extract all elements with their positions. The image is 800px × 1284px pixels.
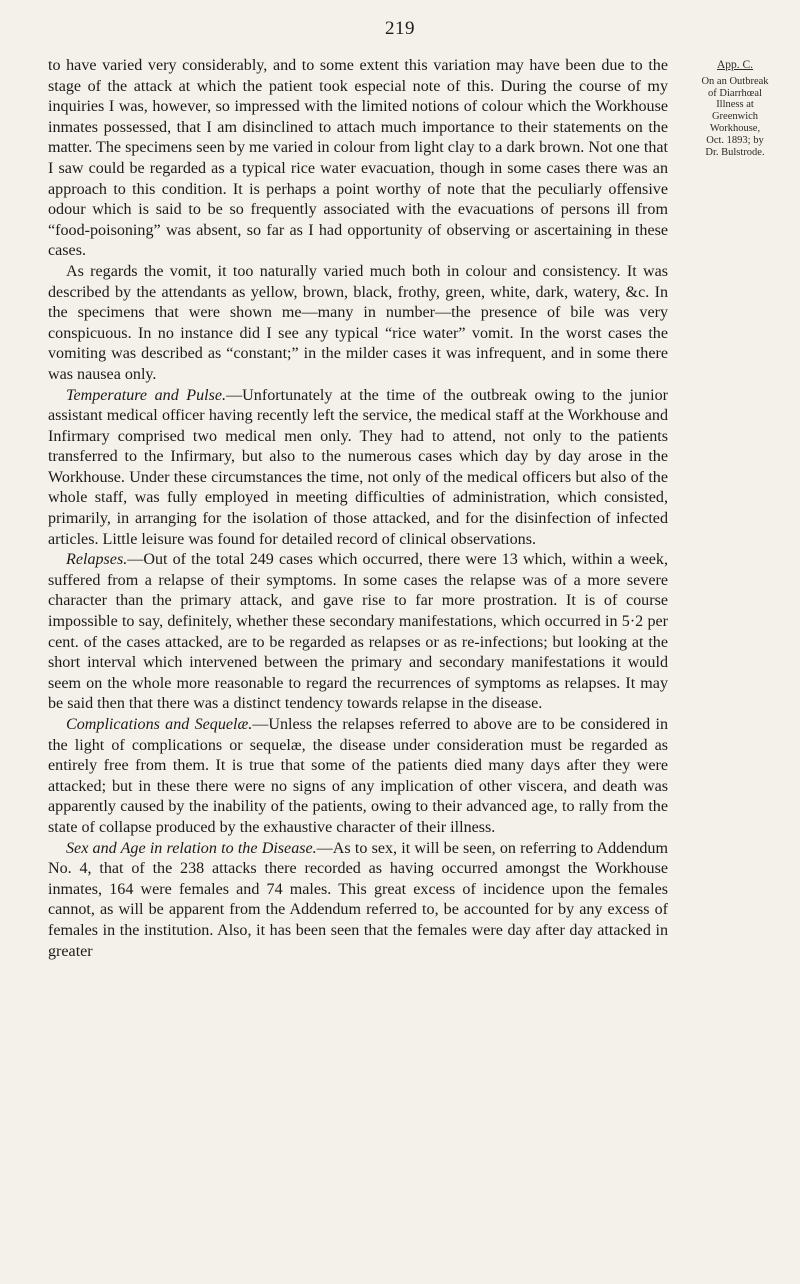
appendix-reference: App. C.	[716, 59, 754, 71]
section-heading: Temperature and Pulse.	[66, 386, 227, 404]
margin-note	[682, 60, 788, 158]
body-text	[48, 56, 668, 962]
paragraph-text: As regards the vomit, it too naturally varied much both in colour and consistency. It was described by the attendants as yellow, brown, black, frothy, green, white, dark, watery, &c. In the specimens that were shown me—many in number—the presence of bile was very conspicuous. In no instance did I see any typical “rice water” vomit. In the worst cases the vomiting was described as “constant;” in the milder cases it was infrequent, and in some there was nausea only.	[48, 262, 668, 383]
paragraph-text: —As to sex, it will be seen, on referring to Addendum No. 4, that of the 238 attacks there recorded as having occurred amongst the Workhouse inmates, 164 were females and 74 males. This great excess of incidence upon the females cannot, as will be apparent from the Addendum referred to, be accounted for by any excess of females in the institution. Also, it has been seen that the females were day after day attacked in greater	[48, 839, 669, 960]
margin-note-line: Dr. Bulstrode.	[705, 146, 765, 158]
paragraph	[48, 550, 668, 715]
paragraph-text: —Out of the total 249 cases which occurred, there were 13 which, within a week, suffered from a relapse of their symptoms. In some cases the relapse was of a more severe character than the primary attack, and gave rise to far more prostration. It is of course impossible to say, definitely, whether these secondary manifestations, which occurred in 5·2 per cent. of the cases attacked, are to be regarded as relapses or as re-infections; but looking at the short interval which intervened between the primary and secondary manifestations it would seem on the whole more reasonable to regard the recurrences of symptoms as relapses. It may be said then that there was a distinct tendency towards relapse in the disease.	[48, 551, 668, 713]
page-number: 219	[385, 18, 415, 39]
margin-note-line: Oct. 1893; by	[706, 134, 764, 146]
section-heading: Complications and Sequelæ.	[66, 716, 253, 733]
paragraph-text: —Unless the relapses referred to above are to be considered in the light of complications or sequelæ, the disease under consideration must be regarded as entirely free from them. It is true that some of the patients died many days after they were attacked; but in these there were no signs of any implication of other viscera, and death was apparently caused by the inability of the patients, owing to their advanced age, to rally from the state of collapse produced by the exhaustive character of their illness.	[48, 716, 668, 836]
paragraph	[48, 715, 668, 839]
paragraph	[48, 262, 668, 386]
margin-note-line: Illness at	[716, 99, 754, 111]
section-heading: Sex and Age in relation to the Disease.	[66, 839, 317, 857]
paragraph-text: to have varied very considerably, and to some extent this variation may have been due to the stage of the attack at which the patient took especial note of this. During the course of my inquiries I was, however, so impressed with the limited notions of colour which the Workhouse inmates possessed, that I am disinclined to attach much importance to their statements on the matter. The specimens seen by me varied in colour from light clay to a dark brown. Not one that I saw could be regarded as a typical rice water evacuation, though in some cases there was an approach to this condition. It is perhaps a point worthy of note that the peculiarly offensive odour which is said to be so frequently associated with the evacuations of persons ill from “food-poisoning” was absent, so far as I had opportunity of observing or ascertaining in these cases.	[48, 57, 668, 260]
section-heading: Relapses.	[66, 551, 128, 569]
paragraph	[48, 386, 668, 551]
margin-note-line: of Diarrhœal	[708, 87, 762, 99]
paragraph	[48, 839, 668, 963]
margin-note-line: On an Outbreak	[701, 75, 769, 87]
margin-note-line: Workhouse,	[709, 122, 761, 134]
paragraph	[48, 56, 668, 262]
margin-note-line: Greenwich	[711, 111, 759, 123]
paragraph-text: —Unfortunately at the time of the outbreak owing to the junior assistant medical officer having recently left the service, the medical staff at the Workhouse and Infirmary comprised two medical men only. They had to attend, not only to the patients transferred to the Infirmary, but also to the numerous cases which day by day arose in the Workhouse. Under these circumstances the time, not only of the medical officers but also of the whole staff, was fully employed in meeting difficulties of administration, which consisted, primarily, in arranging for the isolation of those attacked, and for the disinfection of infected articles. Little leisure was found for detailed record of clinical observations.	[48, 386, 668, 548]
